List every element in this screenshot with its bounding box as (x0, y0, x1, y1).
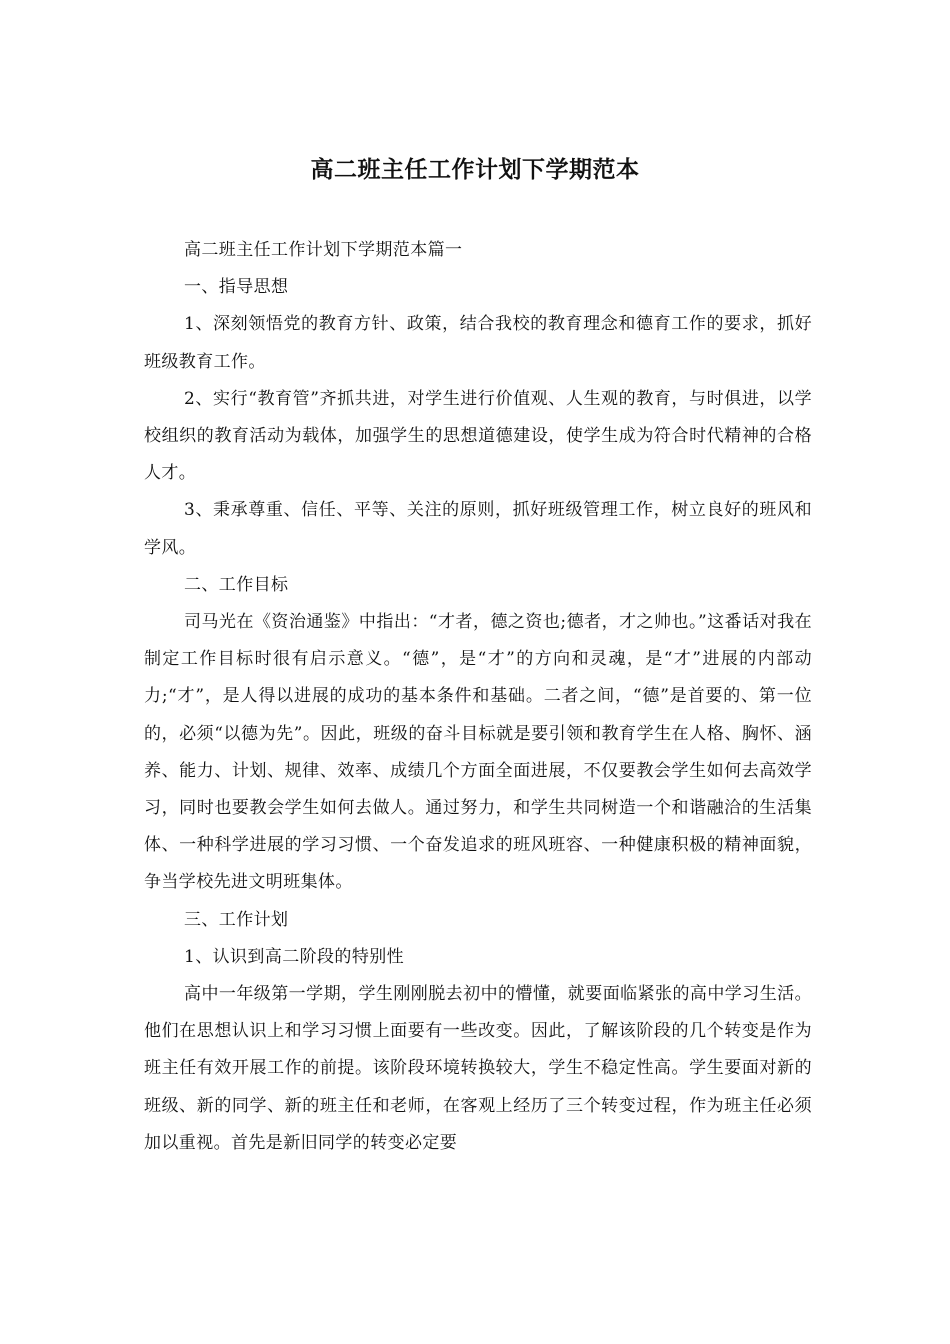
document-body (144, 232, 812, 1162)
section-heading: 二、工作目标 (184, 574, 289, 595)
body-paragraph: 高中一年级第一学期，学生刚刚脱去初中的懵懂，就要面临紧张的高中学习生活。他们在思想认识上和学习习惯上面要有一些改变。因此，了解该阶段的几个转变是作为班主任有效开展工作的前提。该阶段环境转换较大，学生不稳定性高。学生要面对新的班级、新的同学、新的班主任和老师，在客观上经历了三个转变过程，作为班主任必须加以重视。首先是新旧同学的转变必定要 (144, 984, 812, 1153)
subsection-heading: 1、认识到高二阶段的特别性 (184, 946, 405, 967)
document-title: 高二班主任工作计划下学期范本 (310, 156, 640, 183)
section-heading: 高二班主任工作计划下学期范本篇一 (184, 240, 463, 260)
section-heading: 三、工作计划 (184, 909, 289, 930)
body-paragraph: 2、实行“教育管”齐抓共进，对学生进行价值观、人生观的教育，与时俱进，以学校组织的教育活动为载体，加强学生的思想道德建设，使学生成为符合时代精神的合格人才。 (144, 388, 812, 484)
section-heading: 一、指导思想 (184, 277, 289, 298)
body-paragraph: 3、秉承尊重、信任、平等、关注的原则，抓好班级管理工作，树立良好的班风和学风。 (144, 500, 812, 558)
body-paragraph: 司马光在《资治通鉴》中指出：“才者，德之资也;德者，才之帅也。”这番话对我在制定工作目标时很有启示意义。“德”，是“才”的方向和灵魂，是“才”进展的内部动力;“才”，是人得以进展的成功的基本条件和基础。二者之间，“德”是首要的、第一位的，必须“以德为先”。因此，班级的奋斗目标就是要引领和教育学生在人格、胸怀、涵养、能力、计划、规律、效率、成绩几个方面全面进展，不仅要教会学生如何去高效学习，同时也要教会学生如何去做人。通过努力，和学生共同树造一个和谐融洽的生活集体、一种科学进展的学习习惯、一个奋发追求的班风班容、一种健康积极的精神面貌，争当学校先进文明班集体。 (144, 612, 812, 893)
body-paragraph: 1、深刻领悟党的教育方针、政策，结合我校的教育理念和德育工作的要求，抓好班级教育工作。 (144, 314, 812, 372)
